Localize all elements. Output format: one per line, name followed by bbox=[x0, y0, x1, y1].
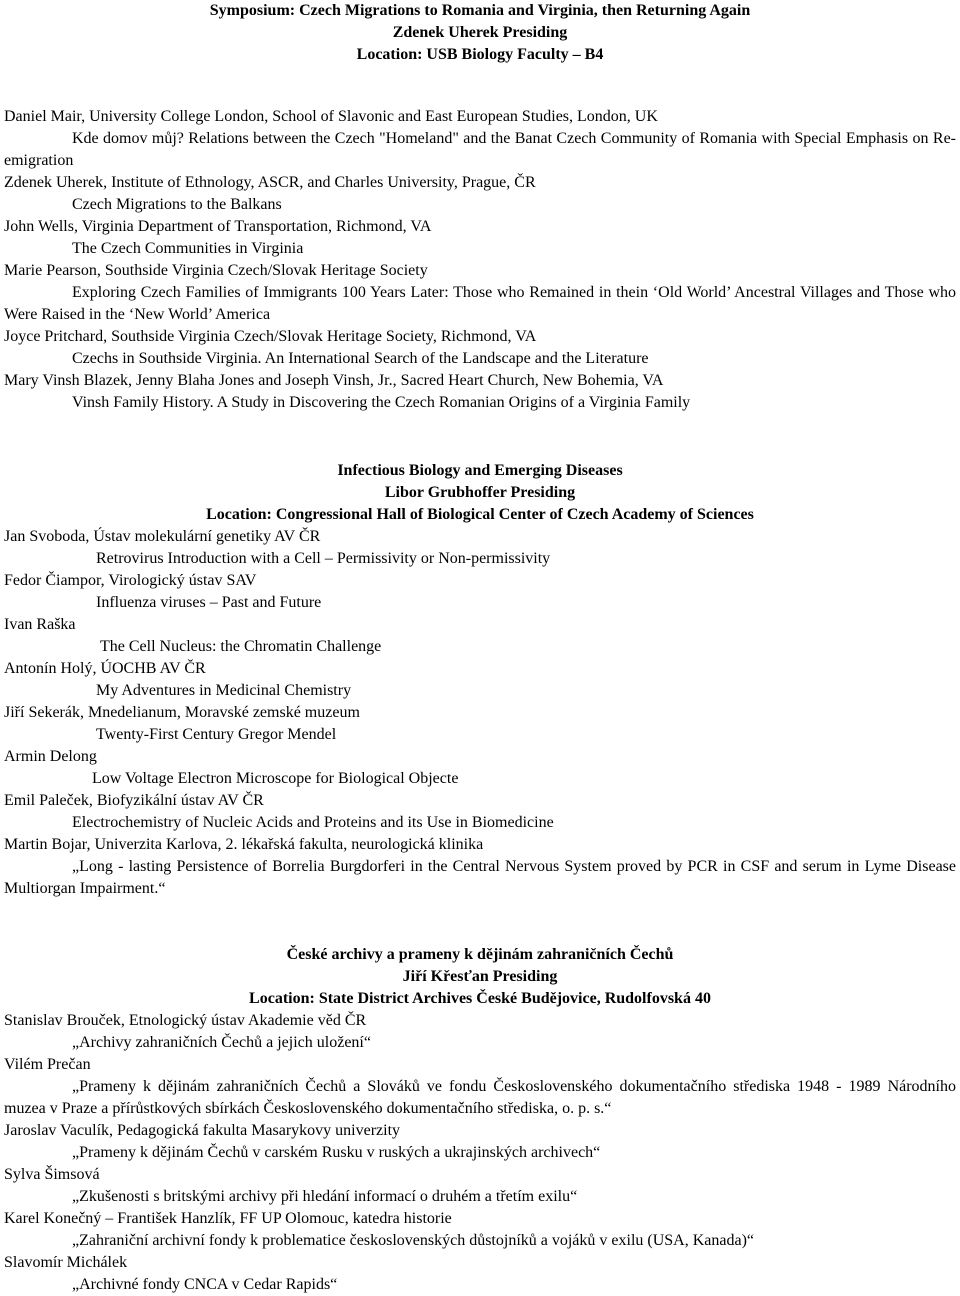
section-heading bbox=[4, 460, 956, 526]
section-symposium-czech-migrations bbox=[4, 0, 956, 66]
speaker: Zdenek Uherek, Institute of Ethnology, ASCR, and Charles University, Prague, ČR bbox=[4, 174, 536, 191]
talk-title: Exploring Czech Families of Immigrants 100 Years Later: Those who Remained in thein ‘Old World’ Ancestral Villages and Those who Were Raised in the ‘New World’ America bbox=[4, 284, 956, 323]
talk-title: „Archivy zahraničních Čechů a jejich uložení“ bbox=[72, 1034, 371, 1051]
section-title: Infectious Biology and Emerging Diseases bbox=[337, 462, 623, 479]
talk-title: „Long - lasting Persistence of Borrelia Burgdorferi in the Central Nervous System proved by PCR in CSF and serum in Lyme Disease Multiorgan Impairment.“ bbox=[4, 858, 956, 897]
section-presider: Jiří Křesťan Presiding bbox=[402, 968, 558, 985]
section-1-entries bbox=[4, 106, 956, 414]
talk-title: „Prameny k dějinám zahraničních Čechů a Slováků ve fondu Československého dokumentačního střediska 1948 - 1989 Národního muzea v Praze a přírůstkových sbírkách Československého dokumentačního střediska, o. p. s.“ bbox=[4, 1078, 956, 1117]
talk-title: My Adventures in Medicinal Chemistry bbox=[96, 682, 352, 699]
speaker: Mary Vinsh Blazek, Jenny Blaha Jones and Joseph Vinsh, Jr., Sacred Heart Church, New Bohemia, VA bbox=[4, 372, 664, 389]
speaker: John Wells, Virginia Department of Transportation, Richmond, VA bbox=[4, 218, 432, 235]
talk-title: Influenza viruses – Past and Future bbox=[96, 594, 322, 611]
speaker: Emil Paleček, Biofyzikální ústav AV ČR bbox=[4, 792, 264, 809]
talk-title: „Zahraniční archivní fondy k problematice československých důstojníků a vojáků v exilu (USA, Kanada)“ bbox=[72, 1232, 755, 1249]
section-title: České archivy a prameny k dějinám zahraničních Čechů bbox=[286, 946, 674, 963]
speaker: Armin Delong bbox=[4, 748, 97, 765]
speaker: Jan Svoboda, Ústav molekulární genetiky AV ČR bbox=[4, 528, 321, 545]
talk-title: Low Voltage Electron Microscope for Biological Objecte bbox=[92, 770, 459, 787]
section-title: Symposium: Czech Migrations to Romania and Virginia, then Returning Again bbox=[209, 2, 751, 19]
section-presider: Libor Grubhoffer Presiding bbox=[384, 484, 576, 501]
talk-title: „Prameny k dějinám Čechů v carském Rusku v ruských a ukrajinských archivech“ bbox=[72, 1144, 601, 1161]
talk-title: The Cell Nucleus: the Chromatin Challenge bbox=[100, 638, 382, 655]
talk-title: „Archivné fondy CNCA v Cedar Rapids“ bbox=[72, 1276, 338, 1293]
talk-title: Czech Migrations to the Balkans bbox=[72, 196, 282, 213]
section-heading bbox=[4, 944, 956, 1010]
speaker: Jiří Sekerák, Mnedelianum, Moravské zemské muzeum bbox=[4, 704, 360, 721]
speaker: Marie Pearson, Southside Virginia Czech/Slovak Heritage Society bbox=[4, 262, 428, 279]
talk-title: Kde domov můj? Relations between the Czech "Homeland" and the Banat Czech Community of Romania with Special Emphasis on Re-emigration bbox=[4, 130, 956, 169]
talk-title: The Czech Communities in Virginia bbox=[72, 240, 304, 257]
speaker: Jaroslav Vaculík, Pedagogická fakulta Masarykovy univerzity bbox=[4, 1122, 401, 1139]
speaker: Antonín Holý, ÚOCHB AV ČR bbox=[4, 660, 206, 677]
speaker: Ivan Raška bbox=[4, 616, 76, 633]
talk-title: Retrovirus Introduction with a Cell – Permissivity or Non-permissivity bbox=[96, 550, 551, 567]
talk-title: Czechs in Southside Virginia. An International Search of the Landscape and the Literature bbox=[72, 350, 649, 367]
speaker: Martin Bojar, Univerzita Karlova, 2. lékařská fakulta, neurologická klinika bbox=[4, 836, 484, 853]
section-infectious-biology bbox=[4, 460, 956, 900]
section-location: Location: USB Biology Faculty – B4 bbox=[356, 46, 604, 63]
speaker: Karel Konečný – František Hanzlík, FF UP Olomouc, katedra historie bbox=[4, 1210, 452, 1227]
speaker: Vilém Prečan bbox=[4, 1056, 91, 1073]
section-ceske-archivy bbox=[4, 944, 956, 1296]
section-2-entries bbox=[4, 526, 956, 900]
section-presider: Zdenek Uherek Presiding bbox=[392, 24, 568, 41]
speaker: Joyce Pritchard, Southside Virginia Czech/Slovak Heritage Society, Richmond, VA bbox=[4, 328, 537, 345]
speaker: Sylva Šimsová bbox=[4, 1166, 100, 1183]
talk-title: Twenty-First Century Gregor Mendel bbox=[96, 726, 337, 743]
talk-title: „Zkušenosti s britskými archivy při hledání informací o druhém a třetím exilu“ bbox=[72, 1188, 578, 1205]
section-3-entries bbox=[4, 1010, 956, 1296]
speaker: Fedor Čiampor, Virologický ústav SAV bbox=[4, 572, 257, 589]
section-location: Location: State District Archives České Budějovice, Rudolfovská 40 bbox=[249, 990, 711, 1007]
section-location: Location: Congressional Hall of Biological Center of Czech Academy of Sciences bbox=[206, 506, 754, 523]
speaker: Slavomír Michálek bbox=[4, 1254, 128, 1271]
speaker: Daniel Mair, University College London, School of Slavonic and East European Studies, London, UK bbox=[4, 108, 658, 125]
section-heading bbox=[4, 0, 956, 66]
talk-title: Electrochemistry of Nucleic Acids and Proteins and its Use in Biomedicine bbox=[72, 814, 554, 831]
speaker: Stanislav Brouček, Etnologický ústav Akademie věd ČR bbox=[4, 1012, 367, 1029]
talk-title: Vinsh Family History. A Study in Discovering the Czech Romanian Origins of a Virginia Family bbox=[72, 394, 691, 411]
